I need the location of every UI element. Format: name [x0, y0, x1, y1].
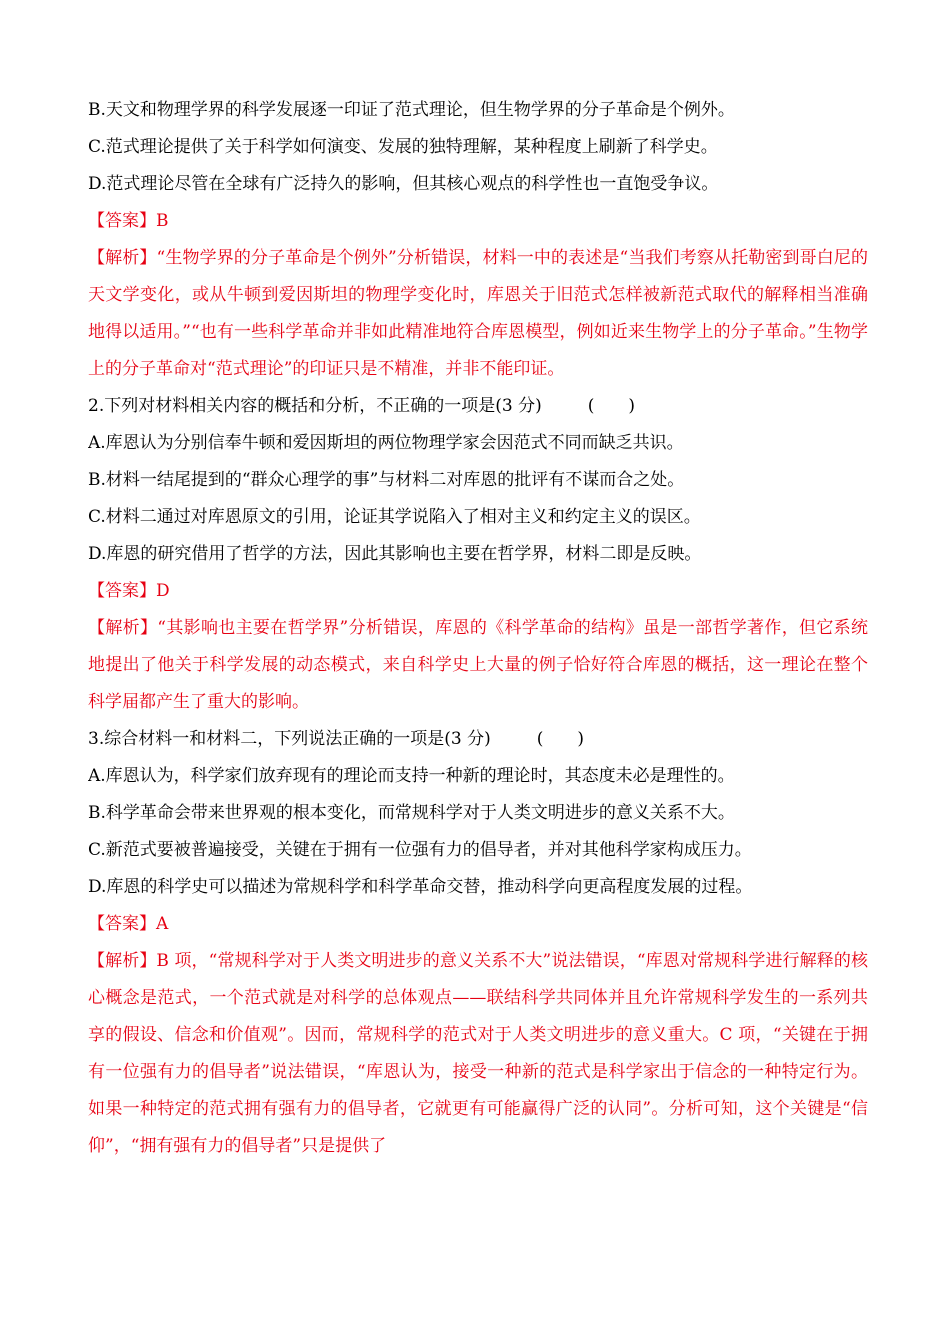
q1-option-d: D.范式理论尽管在全球有广泛持久的影响，但其核心观点的科学性也一直饱受争议。: [88, 174, 719, 194]
q1-analysis: 【解析】“生物学界的分子革命是个例外”分析错误，材料一中的表述是“当我们考察从托勒密到哥白尼的天文学变化，或从牛顿到爱因斯坦的物理学变化时，库恩关于旧范式怎样被新范式取代的解释相当准确地得以适用。”“也有一些科学革命并非如此精准地符合库恩模型，例如近来生物学上的分子革命。”生物学上的分子革命对“范式理论”的印证只是不精准，并非不能印证。: [88, 248, 868, 379]
q3-option-c: C.新范式要被普遍接受，关键在于拥有一位强有力的倡导者，并对其他科学家构成压力。: [88, 840, 752, 860]
q3-analysis: 【解析】B 项，“常规科学对于人类文明进步的意义关系不大”说法错误，“库恩对常规科学进行解释的核心概念是范式，一个范式就是对科学的总体观点——联结科学共同体并且允许常规科学发生的一系列共享的假设、信念和价值观”。因而，常规科学的范式对于人类文明进步的意义重大。C 项，“关键在于拥有一位强有力的倡导者”说法错误，“库恩认为，接受一种新的范式是科学家出于信念的一种特定行为。如果一种特定的范式拥有强有力的倡导者，它就更有可能赢得广泛的认同”。分析可知，这个关键是“信仰”，“拥有强有力的倡导者”只是提供了: [88, 951, 868, 1156]
q2-option-b: B.材料一结尾提到的“群众心理学的事”与材料二对库恩的批评有不谋而合之处。: [88, 470, 685, 490]
q2-option-a: A.库恩认为分别信奉牛顿和爱因斯坦的两位物理学家会因范式不同而缺乏共识。: [88, 433, 684, 453]
q3-option-a: A.库恩认为，科学家们放弃现有的理论而支持一种新的理论时，其态度未必是理性的。: [88, 766, 735, 786]
document-page: [88, 92, 868, 1165]
q2-analysis: 【解析】“其影响也主要在哲学界”分析错误，库恩的《科学革命的结构》虽是一部哲学著作，但它系统地提出了他关于科学发展的动态模式，来自科学史上大量的例子恰好符合库恩的概括，这一理论在整个科学届都产生了重大的影响。: [88, 618, 868, 712]
q2-answer-bracket: ( ): [587, 396, 635, 416]
q2-answer: 【答案】D: [88, 581, 170, 601]
q3-stem-text: 3.综合材料一和材料二，下列说法正确的一项是(3 分): [88, 729, 491, 749]
q2-option-d: D.库恩的研究借用了哲学的方法，因此其影响也主要在哲学界，材料二即是反映。: [88, 544, 702, 564]
q2-option-c: C.材料二通过对库恩原文的引用，论证其学说陷入了相对主义和约定主义的误区。: [88, 507, 701, 527]
q3-stem: [88, 721, 868, 758]
q1-answer: 【答案】B: [88, 211, 169, 231]
q3-option-b: B.科学革命会带来世界观的根本变化，而常规科学对于人类文明进步的意义关系不大。: [88, 803, 735, 823]
q3-answer-bracket: ( ): [536, 729, 584, 749]
q1-option-c: C.范式理论提供了关于科学如何演变、发展的独特理解，某种程度上刷新了科学史。: [88, 137, 718, 157]
q3-answer: 【答案】A: [88, 914, 169, 934]
q3-option-d: D.库恩的科学史可以描述为常规科学和科学革命交替，推动科学向更高程度发展的过程。: [88, 877, 753, 897]
q2-stem: [88, 388, 868, 425]
q1-option-b: B.天文和物理学界的科学发展逐一印证了范式理论，但生物学界的分子革命是个例外。: [88, 100, 735, 120]
q2-stem-text: 2.下列对材料相关内容的概括和分析，不正确的一项是(3 分): [88, 396, 542, 416]
